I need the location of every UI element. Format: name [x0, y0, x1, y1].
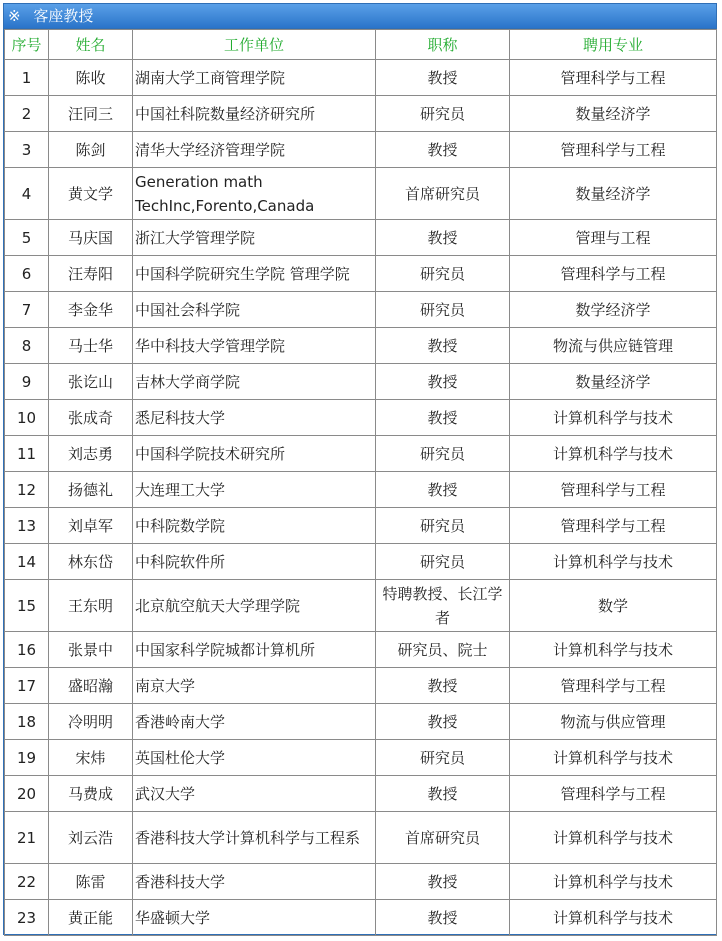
cell-major: 计算机科学与技术 [510, 812, 717, 864]
cell-major: 物流与供应管理 [510, 704, 717, 740]
cell-index: 4 [5, 168, 49, 220]
cell-index: 20 [5, 776, 49, 812]
cell-index: 9 [5, 364, 49, 400]
cell-unit: 中国科学院技术研究所 [133, 436, 376, 472]
cell-name: 黄正能 [49, 900, 133, 936]
panel-title: 客座教授 [33, 7, 94, 25]
cell-major: 物流与供应链管理 [510, 328, 717, 364]
cell-unit: 华中科技大学管理学院 [133, 328, 376, 364]
cell-unit: 清华大学经济管理学院 [133, 132, 376, 168]
cell-unit: 吉林大学商学院 [133, 364, 376, 400]
cell-index: 7 [5, 292, 49, 328]
cell-major: 数量经济学 [510, 364, 717, 400]
table-row [5, 900, 717, 936]
reference-mark-icon: ※ [8, 7, 21, 25]
table-row [5, 400, 717, 436]
table-row [5, 96, 717, 132]
table-row [5, 544, 717, 580]
cell-title: 研究员 [376, 544, 510, 580]
cell-unit: 湖南大学工商管理学院 [133, 60, 376, 96]
cell-title: 首席研究员 [376, 168, 510, 220]
cell-name: 宋炜 [49, 740, 133, 776]
table-row [5, 812, 717, 864]
table-row [5, 580, 717, 632]
cell-name: 陈雷 [49, 864, 133, 900]
table-row [5, 256, 717, 292]
table-row [5, 472, 717, 508]
table-row [5, 668, 717, 704]
cell-major: 管理科学与工程 [510, 668, 717, 704]
cell-index: 19 [5, 740, 49, 776]
cell-major: 数学经济学 [510, 292, 717, 328]
cell-title: 研究员 [376, 292, 510, 328]
cell-index: 13 [5, 508, 49, 544]
cell-name: 李金华 [49, 292, 133, 328]
cell-unit: 北京航空航天大学理学院 [133, 580, 376, 632]
cell-major: 管理科学与工程 [510, 60, 717, 96]
cell-unit: 武汉大学 [133, 776, 376, 812]
cell-unit: 中国社会科学院 [133, 292, 376, 328]
cell-major: 计算机科学与技术 [510, 864, 717, 900]
cell-index: 17 [5, 668, 49, 704]
cell-index: 1 [5, 60, 49, 96]
cell-name: 汪寿阳 [49, 256, 133, 292]
cell-unit: 华盛顿大学 [133, 900, 376, 936]
cell-major: 计算机科学与技术 [510, 632, 717, 668]
cell-index: 5 [5, 220, 49, 256]
cell-name: 张讫山 [49, 364, 133, 400]
cell-major: 计算机科学与技术 [510, 900, 717, 936]
cell-major: 管理与工程 [510, 220, 717, 256]
cell-unit: Generation math TechInc,Forento,Canada [133, 168, 376, 220]
cell-unit: 英国杜伦大学 [133, 740, 376, 776]
cell-unit: 中国科学院研究生学院 管理学院 [133, 256, 376, 292]
cell-name: 王东明 [49, 580, 133, 632]
cell-major: 计算机科学与技术 [510, 544, 717, 580]
panel-title-bar [4, 4, 716, 29]
cell-title: 特聘教授、长江学者 [376, 580, 510, 632]
table-row [5, 776, 717, 812]
cell-index: 21 [5, 812, 49, 864]
cell-title: 教授 [376, 776, 510, 812]
table-row [5, 328, 717, 364]
cell-major: 管理科学与工程 [510, 256, 717, 292]
header-title: 职称 [376, 30, 510, 60]
cell-name: 林东岱 [49, 544, 133, 580]
table-row [5, 436, 717, 472]
cell-name: 冷明明 [49, 704, 133, 740]
cell-name: 张成奇 [49, 400, 133, 436]
cell-index: 3 [5, 132, 49, 168]
cell-title: 教授 [376, 364, 510, 400]
table-row [5, 704, 717, 740]
cell-title: 研究员 [376, 740, 510, 776]
table-row [5, 508, 717, 544]
header-unit: 工作单位 [133, 30, 376, 60]
cell-major: 管理科学与工程 [510, 508, 717, 544]
cell-unit: 大连理工大学 [133, 472, 376, 508]
table-row [5, 60, 717, 96]
table-row [5, 132, 717, 168]
cell-unit: 中国社科院数量经济研究所 [133, 96, 376, 132]
cell-name: 刘志勇 [49, 436, 133, 472]
cell-title: 教授 [376, 704, 510, 740]
cell-title: 教授 [376, 328, 510, 364]
cell-name: 刘卓军 [49, 508, 133, 544]
cell-index: 6 [5, 256, 49, 292]
cell-index: 14 [5, 544, 49, 580]
cell-index: 22 [5, 864, 49, 900]
cell-index: 23 [5, 900, 49, 936]
cell-title: 教授 [376, 220, 510, 256]
cell-unit: 浙江大学管理学院 [133, 220, 376, 256]
cell-title: 教授 [376, 864, 510, 900]
cell-name: 汪同三 [49, 96, 133, 132]
header-major: 聘用专业 [510, 30, 717, 60]
cell-index: 11 [5, 436, 49, 472]
cell-major: 数量经济学 [510, 96, 717, 132]
cell-index: 8 [5, 328, 49, 364]
cell-name: 陈收 [49, 60, 133, 96]
cell-title: 研究员 [376, 96, 510, 132]
table-row [5, 364, 717, 400]
header-name: 姓名 [49, 30, 133, 60]
cell-title: 研究员 [376, 508, 510, 544]
professor-table [4, 29, 717, 936]
cell-index: 15 [5, 580, 49, 632]
table-row [5, 168, 717, 220]
cell-major: 数量经济学 [510, 168, 717, 220]
cell-major: 管理科学与工程 [510, 472, 717, 508]
cell-name: 马费成 [49, 776, 133, 812]
cell-title: 研究员、院士 [376, 632, 510, 668]
cell-major: 计算机科学与技术 [510, 740, 717, 776]
table-row [5, 864, 717, 900]
cell-unit: 中国家科学院城都计算机所 [133, 632, 376, 668]
cell-title: 教授 [376, 132, 510, 168]
cell-title: 教授 [376, 60, 510, 96]
cell-title: 教授 [376, 668, 510, 704]
cell-name: 扬德礼 [49, 472, 133, 508]
table-row [5, 632, 717, 668]
cell-major: 管理科学与工程 [510, 132, 717, 168]
table-row [5, 220, 717, 256]
table-row [5, 292, 717, 328]
cell-major: 管理科学与工程 [510, 776, 717, 812]
cell-major: 计算机科学与技术 [510, 400, 717, 436]
cell-unit: 香港岭南大学 [133, 704, 376, 740]
cell-unit: 南京大学 [133, 668, 376, 704]
cell-unit: 中科院软件所 [133, 544, 376, 580]
cell-name: 张景中 [49, 632, 133, 668]
cell-major: 计算机科学与技术 [510, 436, 717, 472]
cell-name: 盛昭瀚 [49, 668, 133, 704]
cell-title: 首席研究员 [376, 812, 510, 864]
cell-title: 教授 [376, 472, 510, 508]
cell-unit: 悉尼科技大学 [133, 400, 376, 436]
professor-panel [3, 3, 717, 935]
cell-title: 研究员 [376, 436, 510, 472]
cell-name: 黄文学 [49, 168, 133, 220]
cell-title: 教授 [376, 400, 510, 436]
cell-name: 陈剑 [49, 132, 133, 168]
cell-index: 18 [5, 704, 49, 740]
cell-title: 研究员 [376, 256, 510, 292]
header-index: 序号 [5, 30, 49, 60]
cell-unit: 香港科技大学 [133, 864, 376, 900]
cell-name: 刘云浩 [49, 812, 133, 864]
cell-unit: 中科院数学院 [133, 508, 376, 544]
cell-index: 10 [5, 400, 49, 436]
cell-name: 马庆国 [49, 220, 133, 256]
cell-title: 教授 [376, 900, 510, 936]
cell-major: 数学 [510, 580, 717, 632]
cell-index: 16 [5, 632, 49, 668]
cell-name: 马士华 [49, 328, 133, 364]
table-header-row [5, 30, 717, 60]
cell-unit: 香港科技大学计算机科学与工程系 [133, 812, 376, 864]
cell-index: 12 [5, 472, 49, 508]
cell-index: 2 [5, 96, 49, 132]
table-row [5, 740, 717, 776]
